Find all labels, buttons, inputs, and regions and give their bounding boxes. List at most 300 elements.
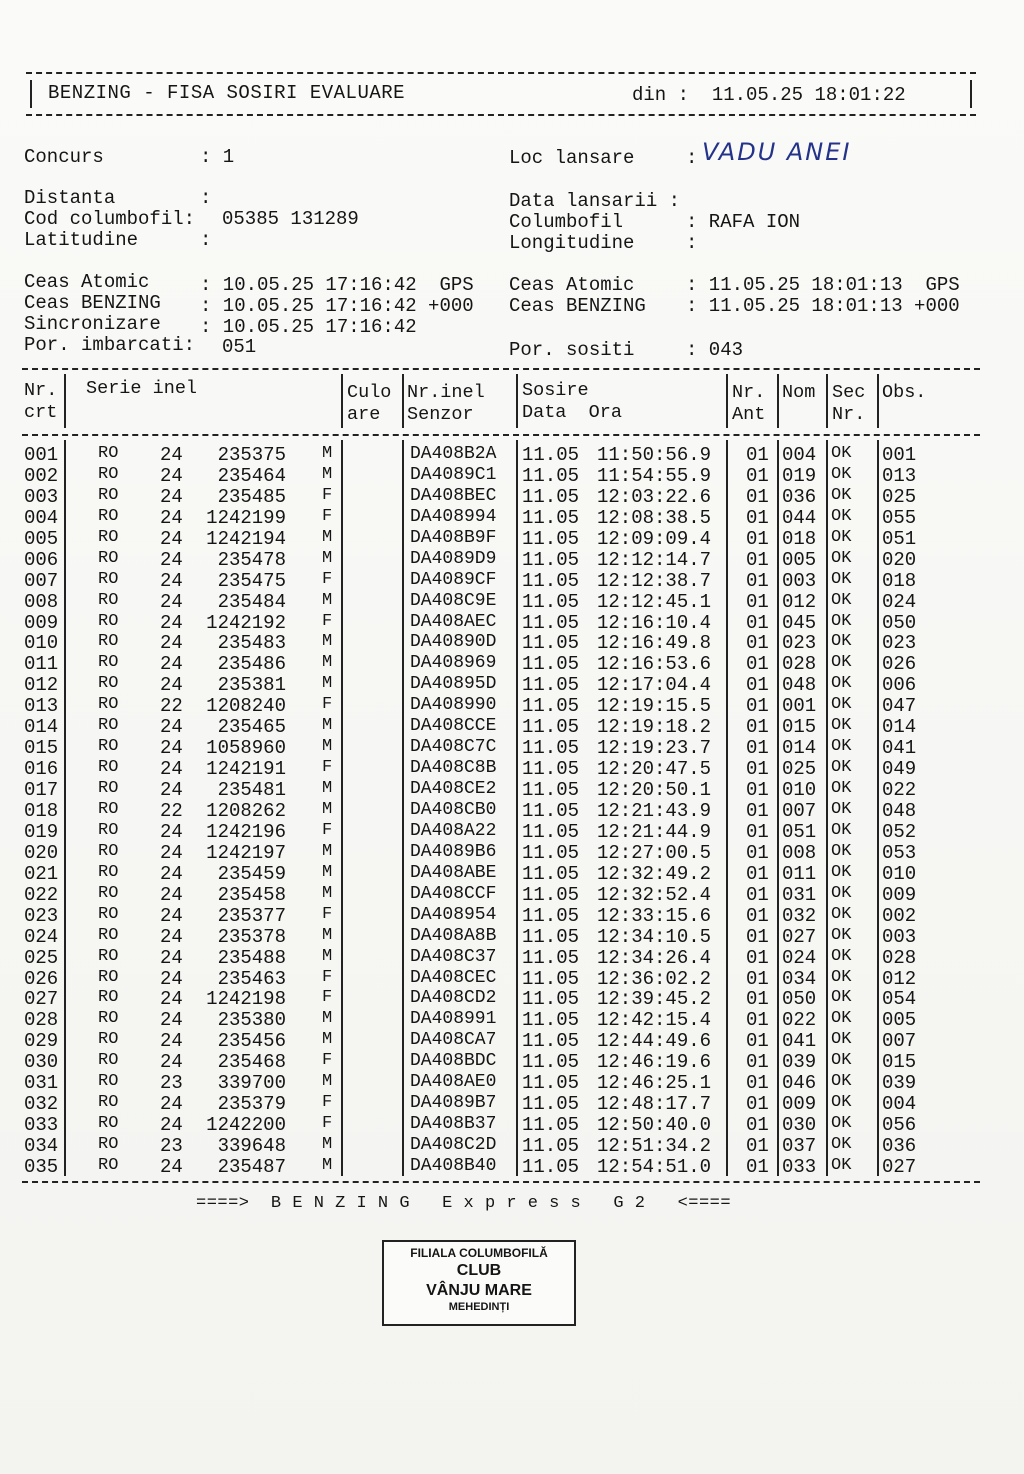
row-obs: 018: [882, 569, 917, 592]
row-sec: OK: [831, 988, 852, 1008]
row-nr-crt: 031: [24, 1072, 59, 1095]
row-sensor-id: DA408B37: [410, 1114, 497, 1135]
row-antenna: 01: [746, 590, 769, 613]
row-sex: F: [322, 758, 333, 778]
col-header-sosire: [522, 380, 622, 424]
row-nom: 046: [782, 1072, 817, 1095]
row-sec: OK: [831, 444, 852, 463]
row-year: 23: [160, 1072, 183, 1095]
row-ring-number: 339700: [217, 1072, 286, 1095]
row-country: RO: [98, 590, 119, 610]
row-arrival-date: 11.05: [522, 862, 580, 885]
row-nom: 050: [782, 988, 817, 1011]
row-sensor-id: DA408BEC: [410, 485, 497, 506]
club-stamp: [382, 1240, 576, 1326]
row-arrival-time: 12:21:44.9: [597, 820, 712, 843]
row-year: 24: [160, 444, 183, 466]
row-arrival-date: 11.05: [522, 674, 580, 697]
latitudine-value: :: [200, 229, 212, 251]
row-sec: OK: [831, 925, 852, 945]
row-nr-crt: 017: [24, 779, 59, 802]
row-arrival-time: 12:09:09.4: [597, 527, 712, 550]
row-antenna: 01: [746, 946, 769, 969]
latitudine-label: Latitudine: [24, 229, 139, 251]
row-sex: M: [322, 444, 333, 463]
table-row: [0, 947, 1024, 968]
row-sec: OK: [831, 1072, 852, 1092]
row-nr-crt: 022: [24, 883, 59, 906]
row-sec: OK: [831, 841, 852, 861]
row-obs: 009: [882, 883, 917, 906]
row-year: 24: [160, 611, 183, 634]
row-obs: 015: [882, 1051, 917, 1074]
row-year: 24: [160, 548, 183, 571]
row-ring-number: 1208240: [206, 695, 286, 718]
stamp-line-3: VÂNJU MARE: [426, 1282, 532, 1299]
stamp-line-4: MEHEDINȚI: [448, 1301, 510, 1313]
row-sensor-id: DA408CEC: [410, 967, 497, 988]
porumbei-sositi-value: : 043: [686, 339, 744, 361]
row-sex: F: [322, 988, 333, 1008]
row-country: RO: [98, 779, 119, 799]
porumbei-sositi-label: Por. sositi: [509, 339, 635, 361]
row-country: RO: [98, 674, 119, 694]
row-nr-crt: 005: [24, 527, 59, 550]
row-ring-number: 1242191: [206, 758, 286, 781]
row-sex: M: [322, 527, 333, 547]
col-header-sosire-line1: Sosire: [522, 380, 589, 401]
row-arrival-time: 12:12:14.7: [597, 548, 712, 571]
table-row: [0, 821, 1024, 842]
row-sex: M: [322, 925, 333, 945]
col-header-sec-nr: [832, 382, 865, 426]
row-arrival-date: 11.05: [522, 632, 580, 655]
longitudine-label: Longitudine: [509, 232, 635, 254]
row-arrival-date: 11.05: [522, 904, 580, 927]
row-arrival-date: 11.05: [522, 1051, 580, 1074]
row-sec: OK: [831, 862, 852, 882]
row-nom: 023: [782, 632, 817, 655]
row-nr-crt: 001: [24, 444, 59, 466]
row-antenna: 01: [746, 799, 769, 822]
table-bottom-border: [22, 1181, 980, 1183]
row-year: 24: [160, 988, 183, 1011]
table-row: [0, 905, 1024, 926]
row-nr-crt: 008: [24, 590, 59, 613]
row-antenna: 01: [746, 904, 769, 927]
row-nom: 024: [782, 946, 817, 969]
row-country: RO: [98, 820, 119, 840]
row-arrival-date: 11.05: [522, 590, 580, 613]
row-sensor-id: DA408BDC: [410, 1051, 497, 1072]
row-nom: 001: [782, 695, 817, 718]
loc-lansare-handwritten: VADU ANEI: [702, 138, 852, 166]
row-ring-number: 235486: [217, 653, 286, 676]
loc-lansare-separator: :: [686, 147, 698, 169]
row-arrival-time: 12:32:52.4: [597, 883, 712, 906]
row-year: 24: [160, 1030, 183, 1053]
row-sec: OK: [831, 485, 852, 505]
col-header-sec-line1: Sec: [832, 382, 866, 403]
row-sec: OK: [831, 464, 852, 484]
row-arrival-time: 12:19:15.5: [597, 695, 712, 718]
row-sec: OK: [831, 632, 852, 652]
header-right-border: [970, 80, 972, 108]
row-year: 24: [160, 506, 183, 529]
row-nom: 014: [782, 737, 817, 760]
row-country: RO: [98, 611, 119, 631]
row-sensor-id: DA408954: [410, 904, 497, 925]
header-top-border: [26, 72, 976, 74]
row-nr-crt: 010: [24, 632, 59, 655]
col-header-nr-ant-line2: Ant: [732, 404, 766, 425]
row-sec: OK: [831, 611, 852, 631]
row-obs: 052: [882, 820, 917, 843]
row-ring-number: 235381: [217, 674, 286, 697]
col-header-culoare-line2: are: [347, 404, 381, 425]
row-arrival-date: 11.05: [522, 758, 580, 781]
row-nr-crt: 020: [24, 841, 59, 864]
row-year: 24: [160, 820, 183, 843]
row-year: 24: [160, 569, 183, 592]
row-sex: M: [322, 799, 333, 819]
row-arrival-time: 12:16:49.8: [597, 632, 712, 655]
row-sec: OK: [831, 799, 852, 819]
row-arrival-time: 12:21:43.9: [597, 799, 712, 822]
table-row: [0, 444, 1024, 465]
row-sec: OK: [831, 653, 852, 673]
row-nr-crt: 028: [24, 1009, 59, 1032]
row-nr-crt: 012: [24, 674, 59, 697]
row-country: RO: [98, 904, 119, 924]
row-sensor-id: DA408990: [410, 695, 497, 716]
row-arrival-time: 12:42:15.4: [597, 1009, 712, 1032]
row-ring-number: 235464: [217, 464, 286, 487]
col-header-nr-ant: [732, 382, 765, 426]
row-arrival-time: 11:50:56.9: [597, 444, 712, 466]
row-ring-number: 1242199: [206, 506, 286, 529]
row-nr-crt: 011: [24, 653, 59, 676]
ceas-benzing-start-label: Ceas BENZING: [24, 292, 161, 314]
row-ring-number: 235458: [217, 883, 286, 906]
row-sensor-id: DA4089C1: [410, 464, 497, 485]
row-year: 24: [160, 904, 183, 927]
col-header-nr-crt-line1: Nr.: [24, 380, 58, 401]
distanta-label: Distanta: [24, 187, 116, 209]
row-nr-crt: 009: [24, 611, 59, 634]
col-header-culoare: [347, 382, 391, 426]
row-nr-crt: 027: [24, 988, 59, 1011]
col-rule-7: [826, 374, 828, 428]
row-nom: 028: [782, 653, 817, 676]
row-antenna: 01: [746, 1135, 769, 1158]
row-sensor-id: DA4089D9: [410, 548, 497, 569]
row-sex: M: [322, 862, 333, 882]
header-left-border: [30, 80, 32, 108]
row-sex: M: [322, 841, 333, 861]
table-row: [0, 486, 1024, 507]
row-antenna: 01: [746, 1030, 769, 1053]
row-arrival-date: 11.05: [522, 1072, 580, 1095]
row-sec: OK: [831, 527, 852, 547]
row-obs: 028: [882, 946, 917, 969]
row-antenna: 01: [746, 485, 769, 508]
row-obs: 041: [882, 737, 917, 760]
table-row: [0, 674, 1024, 695]
row-country: RO: [98, 548, 119, 568]
row-sec: OK: [831, 1051, 852, 1071]
row-antenna: 01: [746, 883, 769, 906]
row-antenna: 01: [746, 674, 769, 697]
stamp-line-1: FILIALA COLUMBOFILĂ: [410, 1246, 548, 1260]
table-row: [0, 465, 1024, 486]
row-ring-number: 1242192: [206, 611, 286, 634]
row-country: RO: [98, 695, 119, 715]
row-obs: 049: [882, 758, 917, 781]
row-arrival-time: 12:44:49.6: [597, 1030, 712, 1053]
report-date-value: 11.05.25 18:01:22: [711, 84, 906, 106]
data-lansarii-label: Data lansarii :: [509, 190, 681, 212]
row-year: 24: [160, 590, 183, 613]
row-year: 24: [160, 779, 183, 802]
table-row: [0, 737, 1024, 758]
row-arrival-time: 12:48:17.7: [597, 1093, 712, 1116]
row-sec: OK: [831, 779, 852, 799]
row-sex: M: [322, 464, 333, 484]
benzing-footer: ====> B E N Z I N G E x p r e s s G 2 <====: [196, 1194, 732, 1213]
row-sex: M: [322, 1155, 333, 1175]
row-obs: 004: [882, 1093, 917, 1116]
row-arrival-date: 11.05: [522, 1135, 580, 1158]
row-arrival-date: 11.05: [522, 569, 580, 592]
row-country: RO: [98, 967, 119, 987]
row-arrival-time: 12:27:00.5: [597, 841, 712, 864]
row-nom: 004: [782, 444, 817, 466]
row-obs: 039: [882, 1072, 917, 1095]
row-sensor-id: DA4089B6: [410, 841, 497, 862]
row-obs: 026: [882, 653, 917, 676]
row-obs: 024: [882, 590, 917, 613]
row-sex: F: [322, 1114, 333, 1134]
row-obs: 023: [882, 632, 917, 655]
row-arrival-time: 12:33:15.6: [597, 904, 712, 927]
row-country: RO: [98, 737, 119, 757]
row-arrival-date: 11.05: [522, 1155, 580, 1178]
row-obs: 006: [882, 674, 917, 697]
ceas-atomic-start-value: : 10.05.25 17:16:42 GPS: [200, 274, 474, 296]
row-country: RO: [98, 1051, 119, 1071]
row-sex: F: [322, 904, 333, 924]
row-antenna: 01: [746, 737, 769, 760]
row-ring-number: 1242200: [206, 1114, 286, 1137]
row-sex: F: [322, 1093, 333, 1113]
row-nom: 019: [782, 464, 817, 487]
row-arrival-date: 11.05: [522, 485, 580, 508]
row-obs: 036: [882, 1135, 917, 1158]
row-obs: 020: [882, 548, 917, 571]
row-year: 22: [160, 695, 183, 718]
row-arrival-date: 11.05: [522, 841, 580, 864]
row-antenna: 01: [746, 695, 769, 718]
table-header-bottom-border: [22, 434, 980, 436]
row-nom: 041: [782, 1030, 817, 1053]
row-nom: 033: [782, 1155, 817, 1178]
row-nom: 048: [782, 674, 817, 697]
row-ring-number: 1208262: [206, 799, 286, 822]
row-ring-number: 235465: [217, 716, 286, 739]
row-year: 24: [160, 946, 183, 969]
row-sensor-id: DA4089CF: [410, 569, 497, 590]
row-sec: OK: [831, 758, 852, 778]
row-country: RO: [98, 1155, 119, 1175]
row-nr-crt: 024: [24, 925, 59, 948]
row-sex: M: [322, 674, 333, 694]
row-ring-number: 235459: [217, 862, 286, 885]
row-sensor-id: DA408991: [410, 1009, 497, 1030]
row-obs: 014: [882, 716, 917, 739]
row-sex: M: [322, 779, 333, 799]
loc-lansare-label: Loc lansare: [509, 147, 635, 169]
table-header-top-border: [22, 368, 980, 370]
row-sensor-id: DA408C8B: [410, 758, 497, 779]
row-nom: 007: [782, 799, 817, 822]
table-row: [0, 1051, 1024, 1072]
row-obs: 051: [882, 527, 917, 550]
row-sec: OK: [831, 1114, 852, 1134]
row-sensor-id: DA408C37: [410, 946, 497, 967]
row-obs: 056: [882, 1114, 917, 1137]
row-nr-crt: 023: [24, 904, 59, 927]
row-nr-crt: 004: [24, 506, 59, 529]
ceas-benzing-end-value: : 11.05.25 18:01:13 +000: [686, 295, 960, 317]
table-row: [0, 591, 1024, 612]
col-rule-8: [877, 374, 879, 428]
row-antenna: 01: [746, 1051, 769, 1074]
row-arrival-time: 12:51:34.2: [597, 1135, 712, 1158]
row-arrival-date: 11.05: [522, 695, 580, 718]
row-nr-crt: 018: [24, 799, 59, 822]
row-country: RO: [98, 653, 119, 673]
row-sex: M: [322, 1030, 333, 1050]
row-sensor-id: DA408CB0: [410, 799, 497, 820]
row-antenna: 01: [746, 548, 769, 571]
row-arrival-date: 11.05: [522, 444, 580, 466]
row-arrival-time: 12:39:45.2: [597, 988, 712, 1011]
row-year: 24: [160, 1051, 183, 1074]
row-nr-crt: 026: [24, 967, 59, 990]
row-nr-crt: 029: [24, 1030, 59, 1053]
ceas-atomic-end-label: Ceas Atomic: [509, 274, 635, 296]
row-obs: 048: [882, 799, 917, 822]
row-country: RO: [98, 527, 119, 547]
col-header-nr-inel-line2: Senzor: [407, 404, 474, 425]
table-row: [0, 800, 1024, 821]
row-arrival-time: 12:12:45.1: [597, 590, 712, 613]
col-header-nr-ant-line1: Nr.: [732, 382, 766, 403]
table-row: [0, 884, 1024, 905]
row-antenna: 01: [746, 464, 769, 487]
row-nom: 031: [782, 883, 817, 906]
table-row: [0, 1135, 1024, 1156]
row-sensor-id: DA408CE2: [410, 779, 497, 800]
row-arrival-date: 11.05: [522, 527, 580, 550]
table-row: [0, 1030, 1024, 1051]
row-arrival-date: 11.05: [522, 653, 580, 676]
row-ring-number: 235375: [217, 444, 286, 466]
row-ring-number: 1058960: [206, 737, 286, 760]
row-nom: 045: [782, 611, 817, 634]
longitudine-value: :: [686, 232, 698, 254]
table-row: [0, 926, 1024, 947]
col-header-nom: Nom: [782, 382, 816, 403]
row-arrival-time: 12:20:50.1: [597, 779, 712, 802]
row-obs: 054: [882, 988, 917, 1011]
row-obs: 002: [882, 904, 917, 927]
row-country: RO: [98, 444, 119, 463]
row-nom: 036: [782, 485, 817, 508]
row-antenna: 01: [746, 653, 769, 676]
row-sec: OK: [831, 695, 852, 715]
row-nom: 005: [782, 548, 817, 571]
row-arrival-date: 11.05: [522, 464, 580, 487]
row-sec: OK: [831, 737, 852, 757]
row-country: RO: [98, 1135, 119, 1155]
distanta-value: :: [200, 187, 212, 209]
row-antenna: 01: [746, 1009, 769, 1032]
col-rule-6: [777, 374, 779, 428]
row-sex: F: [322, 967, 333, 987]
row-sensor-id: DA40895D: [410, 674, 497, 695]
row-nr-crt: 006: [24, 548, 59, 571]
table-row: [0, 968, 1024, 989]
row-sex: F: [322, 569, 333, 589]
row-antenna: 01: [746, 862, 769, 885]
row-sec: OK: [831, 1155, 852, 1175]
row-sensor-id: DA408994: [410, 506, 497, 527]
row-arrival-time: 12:16:53.6: [597, 653, 712, 676]
table-row: [0, 507, 1024, 528]
row-sec: OK: [831, 1093, 852, 1113]
row-year: 24: [160, 632, 183, 655]
row-sex: F: [322, 485, 333, 505]
row-sec: OK: [831, 1030, 852, 1050]
row-nom: 010: [782, 779, 817, 802]
row-arrival-date: 11.05: [522, 1114, 580, 1137]
col-header-culoare-line1: Culo: [347, 382, 392, 403]
row-antenna: 01: [746, 1072, 769, 1095]
row-country: RO: [98, 758, 119, 778]
row-antenna: 01: [746, 527, 769, 550]
row-nr-crt: 033: [24, 1114, 59, 1137]
col-header-nr-crt: [24, 380, 57, 424]
row-obs: 047: [882, 695, 917, 718]
col-header-sec-line2: Nr.: [832, 404, 866, 425]
stamp-line-2: CLUB: [456, 1262, 502, 1279]
row-ring-number: 235379: [217, 1093, 286, 1116]
table-row: [0, 1114, 1024, 1135]
row-year: 24: [160, 1114, 183, 1137]
report-date-label: din :: [632, 84, 690, 106]
row-nr-crt: 021: [24, 862, 59, 885]
row-sex: F: [322, 820, 333, 840]
row-year: 24: [160, 737, 183, 760]
row-arrival-time: 12:08:38.5: [597, 506, 712, 529]
row-country: RO: [98, 569, 119, 589]
row-ring-number: 339648: [217, 1135, 286, 1158]
row-sex: F: [322, 1051, 333, 1071]
row-sec: OK: [831, 506, 852, 526]
ceas-atomic-end-value: : 11.05.25 18:01:13 GPS: [686, 274, 960, 296]
